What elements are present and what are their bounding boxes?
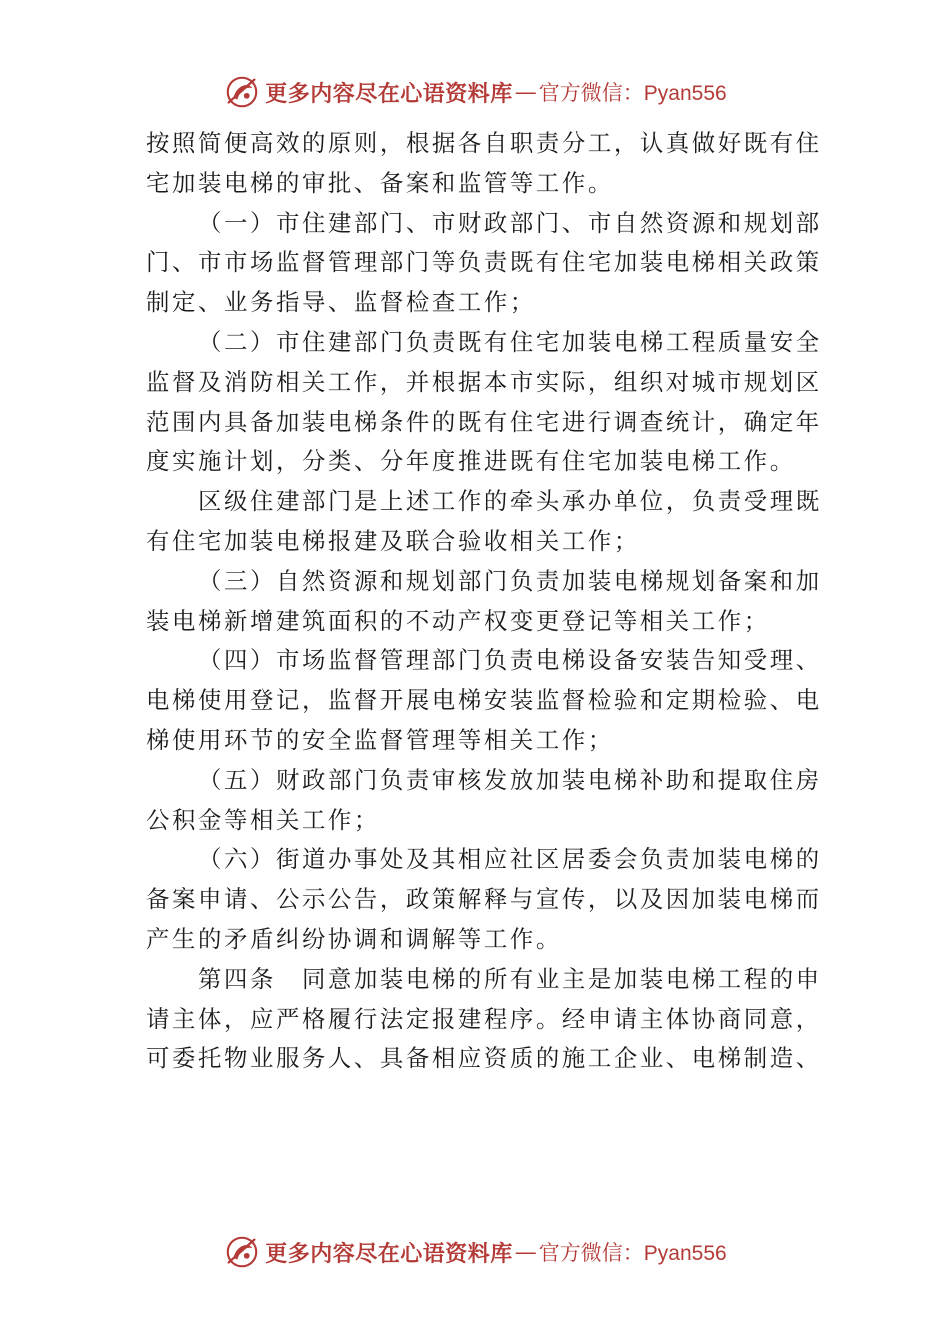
banner-wechat-text: 官方微信：Pyan556 xyxy=(538,1242,727,1265)
banner-main-text: 更多内容尽在心语资料库 xyxy=(265,1240,513,1267)
text-line: 门、市市场监督管理部门等负责既有住宅加装电梯相关政策 xyxy=(146,248,822,277)
text-line: 可委托物业服务人、具备相应资质的施工企业、电梯制造、 xyxy=(146,1044,822,1073)
text-line: （二）市住建部门负责既有住宅加装电梯工程质量安全 xyxy=(198,327,822,356)
text-line: 电梯使用登记，监督开展电梯安装监督检验和定期检验、电 xyxy=(146,686,822,715)
document-body xyxy=(146,124,822,1079)
text-line: 公积金等相关工作； xyxy=(146,805,380,834)
header-watermark-banner xyxy=(0,72,950,112)
banner-separator: — xyxy=(514,1239,537,1265)
banner-main-text: 更多内容尽在心语资料库 xyxy=(265,80,513,107)
text-line: 宅加装电梯的审批、备案和监管等工作。 xyxy=(146,168,614,197)
banner-separator: — xyxy=(514,79,537,105)
text-line: 第四条 同意加装电梯的所有业主是加装电梯工程的申 xyxy=(198,964,822,993)
text-line: 梯使用环节的安全监督管理等相关工作； xyxy=(146,725,614,754)
text-line: 监督及消防相关工作，并根据本市实际，组织对城市规划区 xyxy=(146,367,822,396)
text-line: 制定、业务指导、监督检查工作； xyxy=(146,288,536,317)
text-line: 区级住建部门是上述工作的牵头承办单位，负责受理既 xyxy=(198,487,822,516)
text-line: 请主体，应严格履行法定报建程序。经申请主体协商同意， xyxy=(146,1004,822,1033)
text-line: （三）自然资源和规划部门负责加装电梯规划备案和加 xyxy=(198,566,822,595)
text-line: （一）市住建部门、市财政部门、市自然资源和规划部 xyxy=(198,208,822,237)
footer-watermark-banner xyxy=(0,1232,950,1272)
text-line: 有住宅加装电梯报建及联合验收相关工作； xyxy=(146,526,640,555)
logo-icon xyxy=(223,73,261,111)
text-line: 度实施计划，分类、分年度推进既有住宅加装电梯工作。 xyxy=(146,447,796,476)
text-line: 产生的矛盾纠纷协调和调解等工作。 xyxy=(146,924,562,953)
text-line: 范围内具备加装电梯条件的既有住宅进行调查统计，确定年 xyxy=(146,407,822,436)
text-line: （四）市场监督管理部门负责电梯设备安装告知受理、 xyxy=(198,646,822,675)
banner-wechat-text: 官方微信：Pyan556 xyxy=(538,82,727,105)
text-line: （六）街道办事处及其相应社区居委会负责加装电梯的 xyxy=(198,845,822,874)
logo-icon xyxy=(223,1233,261,1271)
text-line: （五）财政部门负责审核发放加装电梯补助和提取住房 xyxy=(198,765,822,794)
text-line: 备案申请、公示公告，政策解释与宣传，以及因加装电梯而 xyxy=(146,885,822,914)
text-line: 按照简便高效的原则，根据各自职责分工，认真做好既有住 xyxy=(146,129,822,157)
text-line: 装电梯新增建筑面积的不动产权变更登记等相关工作； xyxy=(146,606,770,635)
